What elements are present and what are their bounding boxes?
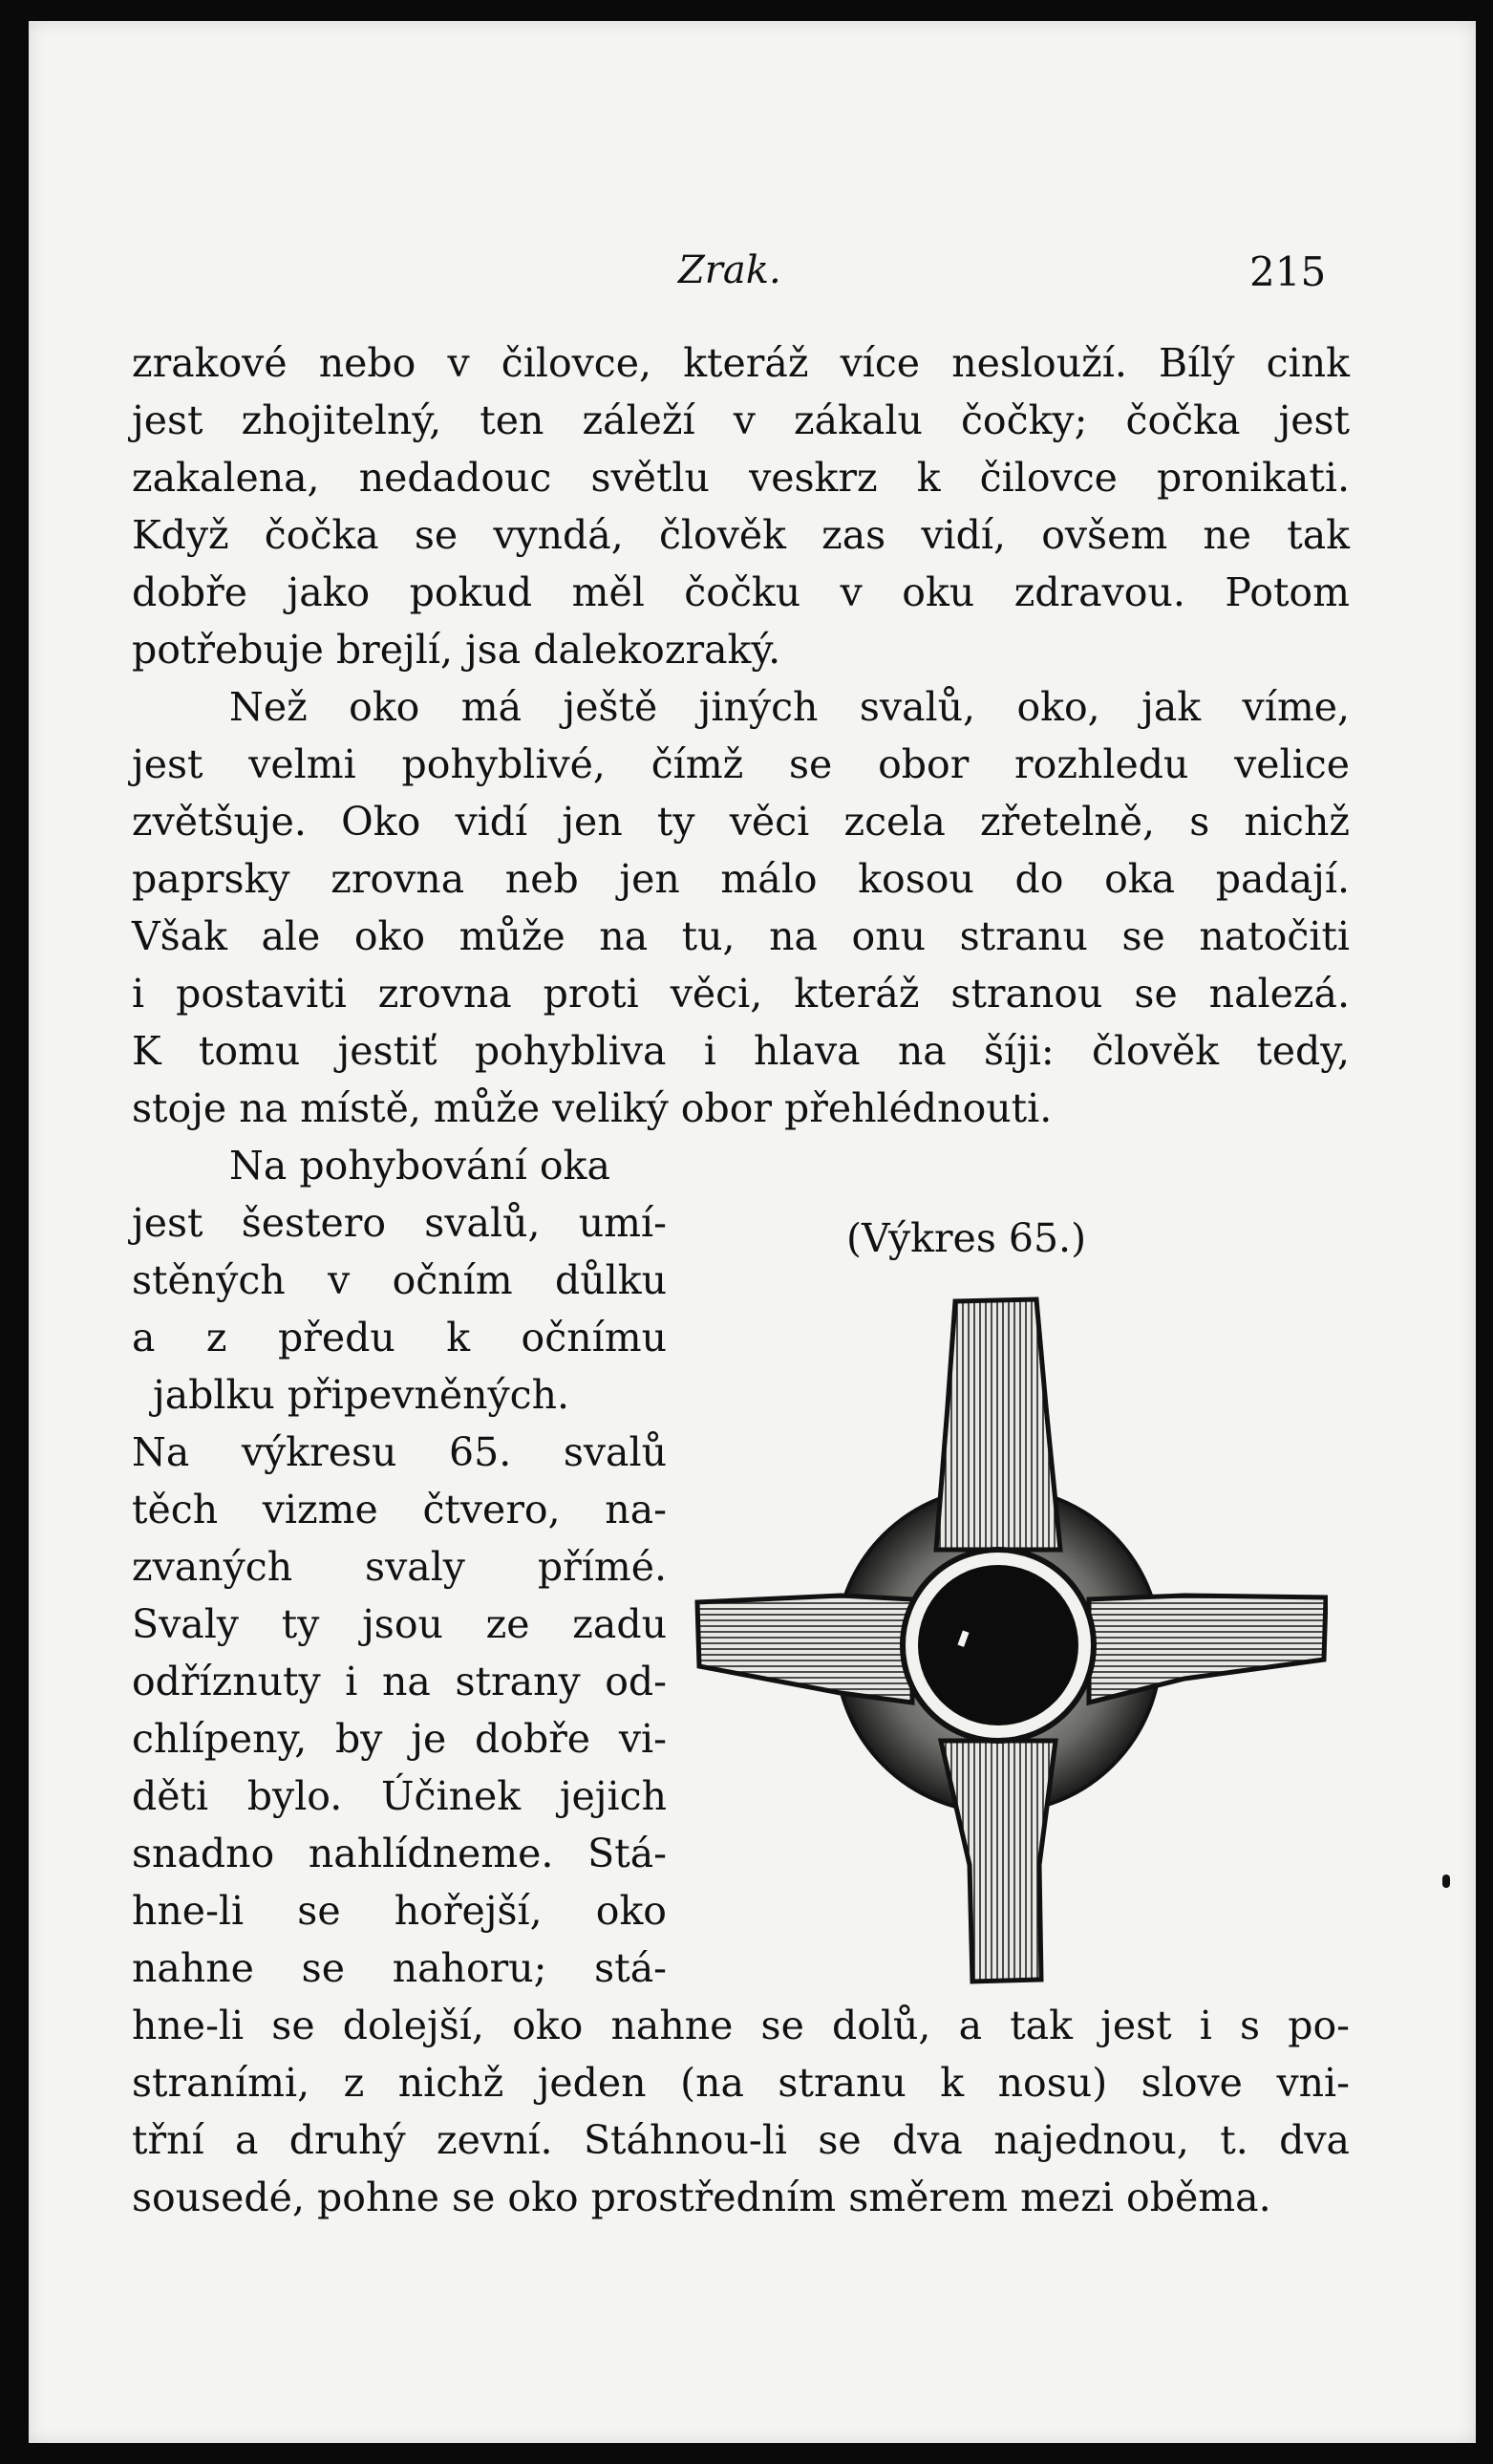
text-line: hne-li se dolejší, oko nahne se dolů, a tak jest i s po-	[132, 2003, 1350, 2048]
text-line: dobře jako pokud měl čočku v oku zdravou. Potom	[132, 569, 1350, 615]
text-line: potřebuje brejlí, jsa dalekozraký.	[132, 627, 781, 673]
eye-muscles-figure	[669, 1292, 1328, 1989]
text-line: těch vizme čtvero, na-	[132, 1487, 667, 1532]
text-line: zrakové nebo v čilovce, kteráž více neslouží. Bílý cink	[132, 340, 1350, 386]
running-title: Zrak.	[678, 248, 781, 292]
page-header	[29, 248, 1476, 306]
text-line: hne-li se hořejší, oko	[132, 1888, 667, 1934]
text-line: straními, z nichž jeden (na stranu k nosu) slove vni-	[132, 2060, 1350, 2106]
text-line: jest zhojitelný, ten záleží v zákalu čočky; čočka jest	[132, 397, 1350, 443]
text-line: Však ale oko může na tu, na onu stranu se natočiti	[132, 913, 1350, 959]
text-line: Když čočka se vyndá, člověk zas vidí, ovšem ne tak	[132, 512, 1350, 558]
text-line: děti bylo. Účinek jejich	[132, 1773, 667, 1819]
text-line: stoje na místě, může veliký obor přehlédnouti.	[132, 1085, 1053, 1131]
text-line: nahne se nahoru; stá-	[132, 1945, 667, 1991]
text-line: stěných v očním důlku	[132, 1257, 667, 1303]
text-line: Svaly ty jsou ze zadu	[132, 1601, 667, 1647]
text-line: jest šestero svalů, umí-	[132, 1200, 667, 1246]
book-page	[29, 21, 1476, 2443]
text-line: chlípeny, by je dobře vi-	[132, 1716, 667, 1762]
text-line: zvaných svaly přímé.	[132, 1544, 667, 1590]
text-line: třní a druhý zevní. Stáhnou-li se dva najednou, t. dva	[132, 2117, 1350, 2163]
text-line: odříznuty i na strany od-	[132, 1659, 667, 1704]
eye-muscles-engraving-icon	[669, 1292, 1328, 1989]
text-line: Na pohybování oka	[229, 1143, 610, 1189]
text-line: jablku připevněných.	[153, 1372, 570, 1418]
text-line: zvětšuje. Oko vidí jen ty věci zcela zřetelně, s nichž	[132, 799, 1350, 845]
text-line: Na výkresu 65. svalů	[132, 1429, 667, 1475]
text-line: paprsky zrovna neb jen málo kosou do oka padají.	[132, 856, 1350, 902]
text-line: a z předu k očnímu	[132, 1315, 667, 1361]
text-line: Než oko má ještě jiných svalů, oko, jak víme,	[229, 684, 1350, 730]
text-line: sousedé, pohne se oko prostředním směrem mezi oběma.	[132, 2175, 1271, 2220]
text-line: jest velmi pohyblivé, čímž se obor rozhledu velice	[132, 741, 1350, 787]
text-line: snadno nahlídneme. Stá-	[132, 1831, 667, 1876]
figure-caption: (Výkres 65.)	[846, 1215, 1087, 1261]
text-line: K tomu jestiť pohybliva i hlava na šíji: člověk tedy,	[132, 1028, 1350, 1074]
text-line: zakalena, nedadouc světlu veskrz k čilovce pronikati.	[132, 455, 1350, 501]
page-number: 215	[1249, 248, 1327, 295]
text-line: i postaviti zrovna proti věci, kteráž stranou se nalezá.	[132, 971, 1350, 1017]
ink-speck	[1442, 1875, 1450, 1888]
